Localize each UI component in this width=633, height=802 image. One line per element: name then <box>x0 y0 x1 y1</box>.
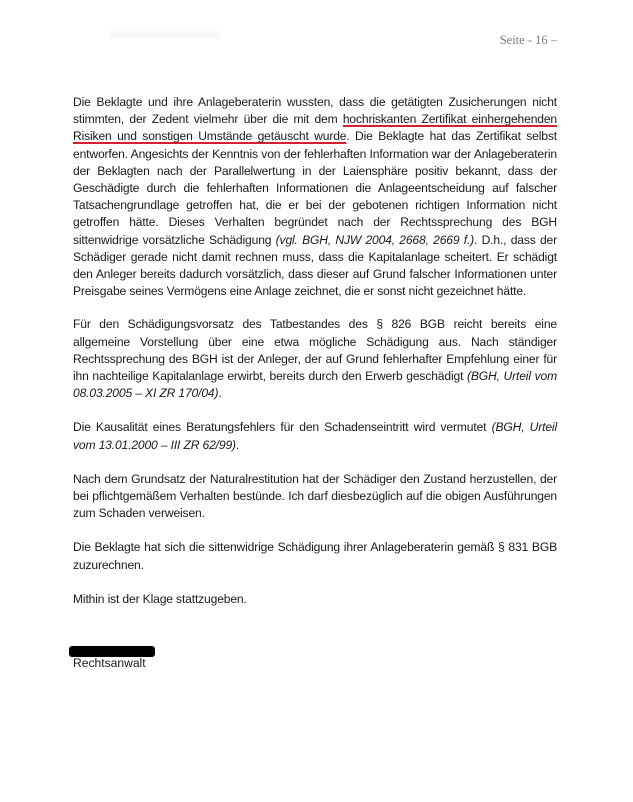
paragraph-3-text-b: . <box>235 437 240 452</box>
paragraph-2-text-a: Für den Schädigungsvorsatz des Tatbestandes des § 826 BGB reicht bereits eine allgemeine Vorstellung über eine etwa mögliche Schädigung aus. Nach ständiger Rechtssprechung des BGH ist der Anleger, der auf Grund fehlerhafter Empfehlung einer für ihn nachteilige Kapitalanlage erwirbt, bereits durch den Erwerb geschädigt <box>73 317 557 384</box>
scan-artifact <box>110 31 220 39</box>
paragraph-1-text-c: . Die Beklagte hat das Zertifikat selbst entworfen. Angesichts der Kenntnis von der fehlerhaften Information war der Anlageberaterin der Beklagten nach der Parallelwertung in der Laiensphäre positiv bekannt, dass der Geschädigte durch die fehlerhaften Informationen die Anlageentscheidung auf falscher Tatsachengrundlage getroffen hat, die er bei der gebotenen richtigen Information nicht getroffen hätte. Dieses Verhalten begründet nach der Rechtssprechung des BGH sittenwidrige vorsätzliche Schädigung <box>73 129 557 247</box>
paragraph-3-text-a: Die Kausalität eines Beratungsfehlers für den Schadenseintritt wird vermutet <box>73 420 492 435</box>
paragraph-2-text-b: . <box>218 386 222 401</box>
citation-iii-zr: (BGH, Urteil vom 13.01.2000 – III ZR 62/99) <box>73 420 557 452</box>
signature-title: Rechtsanwalt <box>73 656 146 670</box>
highlighted-phrase: hochriskanten Zertifikat einhergehenden Risiken und sonstigen Umstände getäuscht wurde <box>73 112 557 144</box>
paragraph-2 <box>73 316 557 402</box>
paragraph-1-text-a: Die Beklagte und ihre Anlageberaterin wussten, dass die getätigten Zusicherungen nicht stimmten, der Zedent vielmehr über die mit dem <box>73 95 557 127</box>
paragraph-6: Mithin ist der Klage stattzugeben. <box>73 591 247 606</box>
paragraph-5: Die Beklagte hat sich die sittenwidrige Schädigung ihrer Anlageberaterin gemäß § 831 BGB zuzurechnen. <box>73 540 557 572</box>
paragraph-1 <box>73 94 557 300</box>
document-body <box>73 94 557 624</box>
page-number: Seite - 16 – <box>499 33 557 47</box>
citation-xi-zr: (BGH, Urteil vom 08.03.2005 – XI ZR 170/04) <box>73 369 557 401</box>
paragraph-4: Nach dem Grundsatz der Naturalrestitution hat der Schädiger den Zustand herzustellen, der bei pflichtgemäßem Verhalten bestünde. Ich darf diesbezüglich auf die obigen Ausführungen zum Schaden verweisen. <box>73 471 557 521</box>
paragraph-3 <box>73 419 557 453</box>
paragraph-1-text-d: . D.h., dass der Schädiger gerade nicht damit rechnen muss, dass die Kapitalanlage scheitert. Er schädigt den Anleger bereits dadurch vorsätzlich, dass dieser auf Grund falscher Informationen unter Preisgabe seines Vermögens eine Anlage zeichnet, die er sonst nicht gezeichnet hätte. <box>73 232 557 299</box>
citation-njw: (vgl. BGH, NJW 2004, 2668, 2669 f.) <box>275 232 475 247</box>
